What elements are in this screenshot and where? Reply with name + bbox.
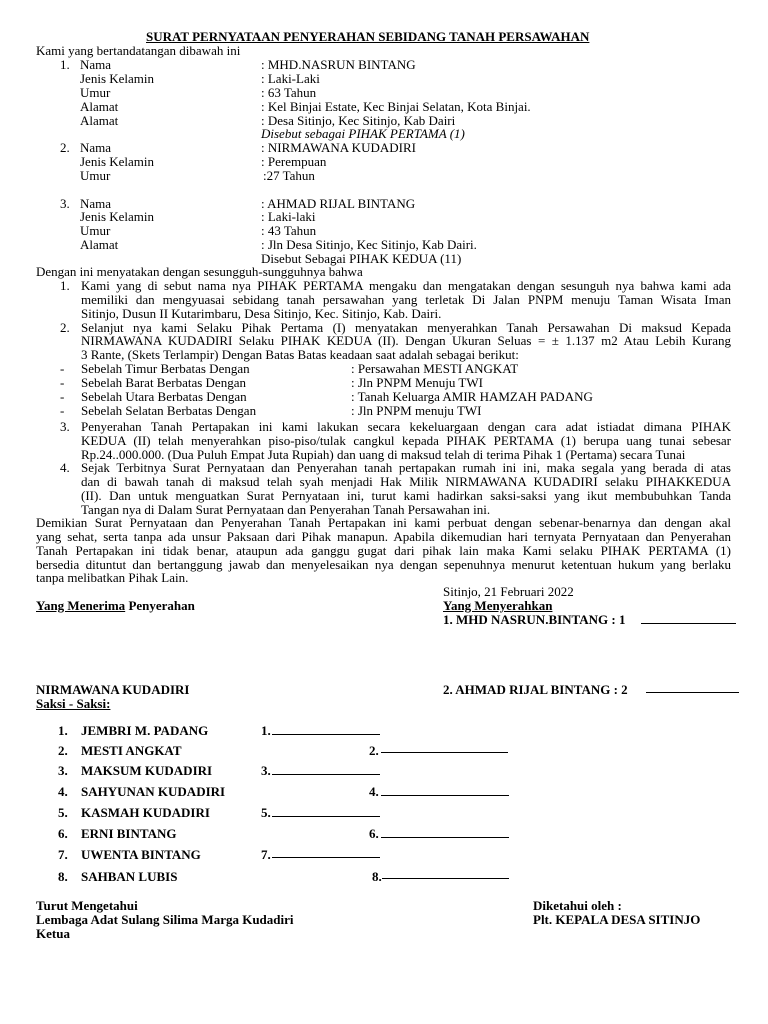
- field-label: Nama: [80, 196, 112, 211]
- witness-name: MAKSUM KUDADIRI: [81, 763, 213, 778]
- intro-text: Kami yang bertandatangan dibawah ini: [36, 43, 241, 58]
- point-line: 3 Rante, (Skets Terlampir) Dengan Batas Batas keadaan saat adalah sebagai berikut:: [81, 347, 519, 362]
- footer-left-line: Ketua: [36, 926, 70, 941]
- boundary-label: Sebelah Selatan Berbatas Dengan: [81, 403, 257, 418]
- footer-left-line: Turut Mengetahui: [36, 898, 138, 913]
- footer-left-line: Lembaga Adat Sulang Silima Marga Kudadiri: [36, 912, 294, 927]
- receiver-name: NIRMAWANA KUDADIRI: [36, 682, 190, 697]
- witness-sig-number: 6.: [369, 826, 379, 841]
- closing-line: yang sehat, serta tanpa ada unsur Paksaan dari Pihak manapun. Apabila dikemudian hari ternyata Pernyataan dan Penyerahan: [36, 529, 731, 544]
- witness-number: 5.: [58, 805, 68, 820]
- closing-line: bersedia dituntut dan bertanggung jawab dan menyelesaikan nya dengan sepenuhnya menurut ketentuan hukum yang berlaku: [36, 557, 731, 572]
- witness-sig-number: 3.: [261, 763, 271, 778]
- witness-name: ERNI BINTANG: [81, 826, 177, 841]
- party-designation: Disebut Sebagai PIHAK KEDUA (11): [261, 251, 462, 266]
- point-line: Penyerahan Tanah Pertapakan ini kami lakukan secara kekeluargaan dengan cara adat istiadat dimana PIHAK: [81, 419, 731, 434]
- witness-sig-number: 2.: [369, 743, 379, 758]
- witness-number: 2.: [58, 743, 68, 758]
- document-title: SURAT PERNYATAAN PENYERAHAN SEBIDANG TANAH PERSAWAHAN: [146, 29, 590, 44]
- giver-signature-2: 2. AHMAD RIJAL BINTANG : 2: [443, 682, 628, 697]
- field-label: Alamat: [80, 237, 119, 252]
- boundary-label: Sebelah Utara Berbatas Dengan: [81, 389, 247, 404]
- place-date: Sitinjo, 21 Februari 2022: [443, 584, 574, 599]
- witness-sig-line: [381, 752, 508, 753]
- party-number: 3.: [60, 196, 70, 211]
- witness-sig-line: [272, 816, 380, 817]
- witness-sig-number: 4.: [369, 784, 379, 799]
- giver-signature-1: 1. MHD NASRUN.BINTANG : 1: [443, 612, 626, 627]
- witness-sig-line: [381, 795, 509, 796]
- witness-sig-line: [382, 878, 509, 879]
- field-label: Umur: [80, 223, 111, 238]
- field-value: :27 Tahun: [263, 168, 315, 183]
- signature-line: [646, 692, 739, 693]
- point-line: Sitinjo, Dusun II Kutarimbaru, Desa Sitinjo, Kec. Sitinjo, Kab. Dairi.: [81, 306, 442, 321]
- point-number: 1.: [60, 278, 70, 293]
- point-line: memiliki dan mengyuasai sebidang tanah persawahan yang terletak Di Jalan PNPM menuju Taman Wisata Iman: [81, 292, 731, 307]
- field-value: : Laki-laki: [261, 209, 316, 224]
- witness-sig-line: [381, 837, 509, 838]
- closing-line: tanpa melibatkan Pihak Lain.: [36, 570, 189, 585]
- witness-number: 6.: [58, 826, 68, 841]
- witness-number: 4.: [58, 784, 68, 799]
- field-value: : Perempuan: [261, 154, 327, 169]
- field-label: Nama: [80, 140, 112, 155]
- receiver-heading-rest: Penyerahan: [125, 598, 195, 613]
- party-number: 1.: [60, 57, 70, 72]
- point-line: Kami yang di sebut nama nya PIHAK PERTAMA mengaku dan mengatakan dengan sesunguh nya bahwa kami ada: [81, 278, 731, 293]
- witness-name: JEMBRI M. PADANG: [81, 723, 209, 738]
- point-number: 2.: [60, 320, 70, 335]
- point-line: KEDUA (II) telah menyerahkan piso-piso/tulak cangkul kepada PIHAK PERTAMA (1) berupa uang tunai sebesar: [81, 433, 731, 448]
- field-value: : AHMAD RIJAL BINTANG: [261, 196, 416, 211]
- witness-number: 3.: [58, 763, 68, 778]
- field-value: : Laki-Laki: [261, 71, 320, 86]
- field-value: : Kel Binjai Estate, Kec Binjai Selatan, Kota Binjai.: [261, 99, 531, 114]
- witness-sig-number: 8.: [372, 869, 382, 884]
- witness-sig-line: [272, 734, 380, 735]
- party-number: 2.: [60, 140, 70, 155]
- footer-right-line: Plt. KEPALA DESA SITINJO: [533, 912, 701, 927]
- witness-name: UWENTA BINTANG: [81, 847, 201, 862]
- field-value: : NIRMAWANA KUDADIRI: [261, 140, 416, 155]
- witness-sig-line: [272, 857, 380, 858]
- field-value: : Desa Sitinjo, Kec Sitinjo, Kab Dairi: [261, 113, 456, 128]
- point-line: (II). Dan untuk menguatkan Surat Pernyataan ini, turut kami hadirkan saksi-saksi yang ikut membubuhkan Tanda: [81, 488, 731, 503]
- field-value: : MHD.NASRUN BINTANG: [261, 57, 416, 72]
- field-label: Alamat: [80, 113, 119, 128]
- field-value: : 43 Tahun: [261, 223, 317, 238]
- bullet-dash: -: [60, 361, 65, 376]
- signature-line: [641, 623, 736, 624]
- closing-line: Tanah Pertapakan ini tidak benar, ataupun ada ganggu gugat dari pihak lain maka Kami selaku PIHAK PERTAMA (1): [36, 543, 731, 558]
- footer-right-line: Diketahui oleh :: [533, 898, 622, 913]
- witness-number: 1.: [58, 723, 68, 738]
- statement-intro: Dengan ini menyatakan dengan sesungguh-sungguhnya bahwa: [36, 264, 363, 279]
- field-value: : Jln Desa Sitinjo, Kec Sitinjo, Kab Dairi.: [261, 237, 477, 252]
- boundary-value: : Persawahan MESTI ANGKAT: [351, 361, 519, 376]
- witness-sig-line: [272, 774, 380, 775]
- field-label: Jenis Kelamin: [80, 209, 155, 224]
- bullet-dash: -: [60, 403, 65, 418]
- point-line: Selanjut nya kami Selaku Pihak Pertama (I) menyatakan menyerahkan Tanah Persawahan Di maksud Kepada: [81, 320, 731, 335]
- witness-number: 8.: [58, 869, 68, 884]
- field-label: Nama: [80, 57, 112, 72]
- closing-line: Demikian Surat Pernyataan dan Penyerahan Tanah Pertapakan ini kami perbuat dengan sebenar-benarnya dan dengan akal: [36, 515, 731, 530]
- field-value: : 63 Tahun: [261, 85, 317, 100]
- point-line: Tangan nya di Dalam Surat Pernyataan dan Penyerahan Tanah Persawahan ini.: [81, 502, 491, 517]
- point-line: dan di bawah tanah di maksud telah syah menjadi Hak Milik NIRMAWANA KUDADIRI selaku PIHAKKEDUA: [81, 474, 731, 489]
- witness-number: 7.: [58, 847, 68, 862]
- boundary-label: Sebelah Timur Berbatas Dengan: [81, 361, 250, 376]
- bullet-dash: -: [60, 375, 65, 390]
- receiver-heading-underlined: Yang Menerima: [36, 598, 126, 613]
- witness-heading: Saksi - Saksi:: [36, 696, 111, 711]
- receiver-heading: [36, 599, 195, 613]
- witness-name: MESTI ANGKAT: [81, 743, 182, 758]
- party-designation: Disebut sebagai PIHAK PERTAMA (1): [261, 126, 465, 141]
- witness-name: KASMAH KUDADIRI: [81, 805, 210, 820]
- giver-heading: Yang Menyerahkan: [443, 598, 553, 613]
- witness-name: SAHYUNAN KUDADIRI: [81, 784, 226, 799]
- witness-name: SAHBAN LUBIS: [81, 869, 178, 884]
- boundary-value: : Jln PNPM Menuju TWI: [351, 375, 483, 390]
- boundary-label: Sebelah Barat Berbatas Dengan: [81, 375, 246, 390]
- point-number: 3.: [60, 419, 70, 434]
- witness-sig-number: 7.: [261, 847, 271, 862]
- point-line: Rp.24..000.000. (Dua Puluh Empat Juta Rupiah) dan uang di maksud telah di terima Pihak 1 (Pertama) secara Tunai: [81, 447, 686, 462]
- field-label: Alamat: [80, 99, 119, 114]
- boundary-value: : Jln PNPM menuju TWI: [351, 403, 482, 418]
- boundary-value: : Tanah Keluarga AMIR HAMZAH PADANG: [351, 389, 593, 404]
- point-line: NIRMAWANA KUDADIRI Selaku PIHAK KEDUA (II). Dengan Ukuran Seluas = ± 1.137 m2 Atau Lebih Kurang: [81, 333, 731, 348]
- field-label: Jenis Kelamin: [80, 71, 155, 86]
- point-line: Sejak Terbitnya Surat Pernyataan dan Penyerahan tanah pertapakan rumah ini ini, maka segala yang berada di atas: [81, 460, 731, 475]
- field-label: Umur: [80, 85, 111, 100]
- witness-sig-number: 1.: [261, 723, 271, 738]
- field-label: Umur: [80, 168, 111, 183]
- point-number: 4.: [60, 460, 70, 475]
- witness-sig-number: 5.: [261, 805, 271, 820]
- field-label: Jenis Kelamin: [80, 154, 155, 169]
- bullet-dash: -: [60, 389, 65, 404]
